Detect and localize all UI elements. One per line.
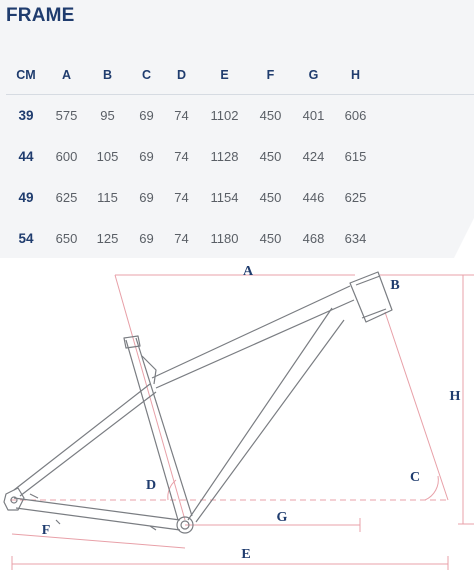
table-cell: 450 (259, 231, 282, 246)
table-cell: 105 (96, 149, 119, 164)
table-cell: 634 (344, 231, 367, 246)
table-cell-size: 54 (18, 231, 34, 246)
table-cell: 1102 (210, 108, 239, 123)
header-b: B (87, 56, 128, 95)
header-g: G (290, 56, 337, 95)
table-cell-size: 49 (18, 190, 34, 205)
table-cell: 650 (55, 231, 78, 246)
label-g: G (276, 510, 288, 525)
label-d: D (145, 478, 157, 493)
table-cell: 450 (259, 190, 282, 205)
table-cell: 446 (302, 190, 325, 205)
table-cell: 468 (302, 231, 325, 246)
header-a: A (46, 56, 87, 95)
table-cell: 424 (302, 149, 325, 164)
header-e: E (198, 56, 251, 95)
table-cell: 625 (55, 190, 78, 205)
table-cell: 74 (174, 190, 189, 205)
table-cell: 1128 (210, 149, 239, 164)
down-tube (188, 308, 344, 522)
label-e: E (241, 547, 251, 562)
table-cell: 125 (96, 231, 119, 246)
table-cell-spacer (374, 95, 474, 137)
table-cell: 115 (97, 190, 118, 205)
table-cell-spacer (374, 177, 474, 218)
head-angle-arc (425, 476, 438, 500)
table-cell: 1180 (210, 231, 239, 246)
dimension-f-line (12, 534, 185, 548)
table-cell-spacer (374, 136, 474, 177)
seat-stay (14, 384, 156, 496)
label-c: C (409, 470, 421, 485)
header-d: D (165, 56, 198, 95)
header-size: CM (6, 56, 46, 95)
table-row (6, 136, 474, 177)
frame-geometry-diagram (0, 258, 474, 573)
dimension-lines (10, 275, 474, 570)
table-cell: 74 (174, 108, 189, 123)
table-row (6, 177, 474, 218)
panel-corner-notch (454, 218, 474, 258)
table-cell-size: 44 (18, 149, 34, 164)
table-cell: 69 (139, 149, 154, 164)
table-cell: 74 (174, 231, 189, 246)
label-h: H (449, 389, 461, 404)
table-row (6, 95, 474, 137)
top-tube (152, 286, 354, 388)
header-h: H (337, 56, 374, 95)
table-cell: 575 (55, 108, 78, 123)
table-cell: 95 (100, 108, 115, 123)
table-header-row (6, 56, 474, 95)
table-cell: 615 (344, 149, 367, 164)
label-f: F (41, 523, 51, 538)
table-row (6, 218, 474, 259)
header-c: C (128, 56, 165, 95)
table-cell: 625 (344, 190, 367, 205)
table-cell: 69 (139, 190, 154, 205)
label-a: A (242, 264, 254, 279)
table-cell: 74 (174, 149, 189, 164)
table-cell-size: 39 (18, 108, 34, 123)
label-b: B (390, 278, 400, 293)
table-cell: 401 (302, 108, 325, 123)
geometry-table (6, 56, 474, 259)
chain-stay (14, 498, 180, 530)
table-cell: 600 (55, 149, 78, 164)
page-title: FRAME (6, 5, 75, 26)
header-spacer (374, 56, 474, 95)
header-f: F (251, 56, 290, 95)
table-cell: 450 (259, 108, 282, 123)
table-cell: 606 (344, 108, 367, 123)
table-cell: 1154 (210, 190, 239, 205)
bike-frame (4, 272, 392, 533)
table-cell: 69 (139, 231, 154, 246)
geometry-table-panel (0, 0, 474, 258)
table-cell: 450 (259, 149, 282, 164)
table-cell: 69 (139, 108, 154, 123)
